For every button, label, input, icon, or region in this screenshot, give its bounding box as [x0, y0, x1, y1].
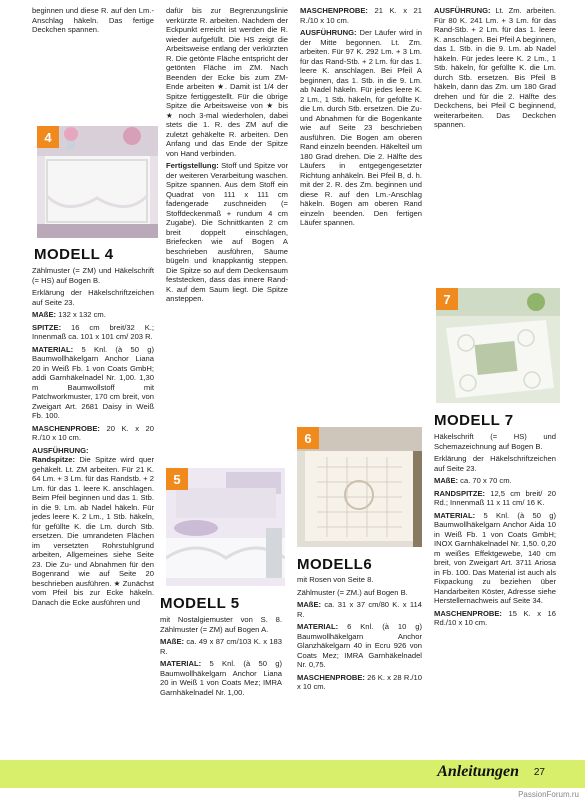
modell-7-heading: MODELL 7: [434, 412, 514, 429]
m7-masse-label: MAßE:: [434, 476, 459, 485]
column-2: [166, 6, 288, 307]
modell-4-text: [32, 266, 154, 610]
m4-probe: 20 K. x 20 R./10 x 10 cm.: [32, 423, 154, 442]
column-3: [300, 6, 422, 231]
m7-p2: Erklärung der Häkelschriftzeichen auf Seite 23.: [434, 454, 556, 473]
modell-6-text: [297, 575, 422, 695]
photo-modell-6: [297, 427, 422, 547]
m6-p1: mit Rosen von Seite 8.: [297, 575, 374, 584]
m4-material-label: MATERIAL:: [32, 344, 74, 354]
col1-intro: beginnen und diese R. auf den Lm.-Anschlag häkeln. Das fertige Deckchen spannen.: [32, 6, 154, 34]
m5-material-label: MATERIAL:: [160, 659, 202, 668]
c3-probe: 21 K. x 21 R./10 x 10 cm.: [300, 6, 422, 25]
c4-ausf: Lt. Zm. arbeiten. Für 80 K. 241 Lm. + 3 Lm. für das Rand-Stb. + 2 Lm. für das 1. leere K. anschlagen. Bei Pfeil A beginnen, das 1. Stb. in die 9. Lm. ab Nadel häkeln. Für jedes leere K. 2 Lm., 1 Stb. häkeln, für gefüllte K. die Lm. durch Stb. ersetzen. Bis Pfeil B häkeln, dann das Zm. um 180 Grad drehen und für die 2. Hälfte des Deckchens, bei Pfeil C beginnend, weiterarbeiten. Das Deckchen spannen.: [434, 6, 557, 129]
c3-ausf-label: AUSFÜHRUNG:: [300, 28, 357, 37]
m4-material: 5 Knl. (à 50 g) Baumwollhäkelgarn Anchor Liana 20 in Weiß Fb. 1 von Coats GmbH; addi Garnhäkelnadel Nr. 1,00. 1,30 m Baumwollstoff mit Patchworkmuster, 170 cm breit, von Zweigart Art. 2681 Daisy in Weiß Fb. 100.: [32, 344, 154, 420]
watermark: PassionForum.ru: [518, 790, 579, 799]
footer-title: Anleitungen: [437, 763, 519, 780]
col2-p1: dafür bis zur Begrenzungslinie verkürzte R. arbeiten. Nachdem der Eckpunkt erreicht ist werden die R. wieder aufgefüllt. Die HS zeigt die Arbeitsweise entlang der verkürzten R. Die getönte Fläche entspricht der getönten Fläche im ZM. Nach Beenden der Ecke bis zum ZM-Ende arbeiten ★. Damit ist 1/4 der Spitze fertiggestellt. Für die übrige Spitze die Arbeitsweise von ★ bis ★ noch 3-mal wiederholen, dabei stets die 1. R. des ZM auf die zuletzt gehäkelte R. arbeiten. Den Anfang und das Ende der Spitze von Hand verbinden.: [166, 6, 288, 158]
c4-ausf-label: AUSFÜHRUNG:: [434, 6, 491, 15]
m4-rand-label: Randspitze:: [32, 455, 76, 464]
m7-masse: ca. 70 x 70 cm.: [460, 476, 512, 485]
photo-modell-4: [37, 126, 158, 238]
m4-masse-label: MAßE:: [32, 310, 57, 319]
column-1: [32, 6, 154, 38]
photo-modell-7: [436, 288, 560, 403]
page-number: 27: [533, 767, 545, 778]
m6-masse-label: MAßE:: [297, 600, 322, 609]
photo-modell-5: [166, 468, 285, 586]
m4-rand: Die Spitze wird quer gehäkelt. Lt. ZM arbeiten. Für 21 K. 64 Lm. + 3 Lm. für das Randstb. + 2 Lm. für das 1. leere K. anschlagen. Beim Pfeil beginnen und das 1. Stb. in die 9. Lm. ab Nadel häkeln. Für jedes leere K. 2 Lm., 1 Stb. häkeln, für gefüllte K. die Lm. durch Stb. ersetzen. Die umrandeten Flächen im versetzten Rohrstuhlgrund arbeiten, Allgemeines siehe Seite 23. Die Zu- und Abnahmen für den Bogenrand wie auf Seite 20 beschrieben ausführen. ★ Zunächst vom Pfeil bis zur Ecke häkeln. Danach die Ecke ausführen und: [32, 455, 154, 607]
m6-p2: Zählmuster (= ZM.) auf Bogen B.: [297, 587, 408, 597]
photo-number-7: 7: [436, 288, 458, 310]
m6-probe: 26 K. x 28 R./10 x 10 cm.: [297, 672, 422, 691]
m4-p1: Zählmuster (= ZM) und Häkelschrift (= HS) auf Bogen B.: [32, 266, 154, 285]
m4-spitze: 16 cm breit/32 K.; Innenmaß ca. 101 x 101 cm/ 203 R.: [32, 322, 154, 341]
m7-probe: 15 K. x 16 Rd./10 x 10 cm.: [434, 608, 556, 627]
m4-masse: 132 x 132 cm.: [58, 310, 106, 319]
m4-ausf-label: AUSFÜHRUNG:: [32, 445, 89, 455]
m7-probe-label: MASCHENPROBE:: [434, 608, 502, 618]
m7-material-label: MATERIAL:: [434, 510, 476, 520]
modell-7-text: [434, 432, 556, 631]
modell-4-heading: MODELL 4: [34, 246, 114, 263]
m5-masse: ca. 49 x 87 cm/103 K. x 183 R.: [160, 637, 282, 656]
m5-masse-label: MAßE:: [160, 637, 185, 646]
c3-probe-label: MASCHENPROBE:: [300, 6, 368, 15]
modell-5-text: [160, 615, 282, 700]
modell-5-heading: MODELL 5: [160, 595, 240, 612]
modell-6-heading: MODELL6: [297, 556, 373, 573]
photo-number-4: 4: [37, 126, 59, 148]
m4-p2: Erklärung der Häkelschriftzeichen auf Seite 23.: [32, 288, 154, 307]
m7-material: 5 Knl. (à 50 g) Baumwollhäkelgarn Anchor Aida 10 in Weiß Fb. 1 von Coats GmbH; INOX Garnhäkelnadel Nr. 1,50. 0,20 m weißes Effektgewebe, 140 cm breit, von Zweigart Art. 3711 Ariosa in Fb. 100. Das Material ist auch als Fixpackung zu beziehen über Handarbeiten Köster, Adresse siehe Herstellernachweis auf Seite 34.: [434, 510, 556, 605]
m5-material: 5 Knl. (à 50 g) Baumwollhäkelgarn Anchor Liana 20 in Weiß 1 von Coats Mez; IMRA Garnhäkelnadel Nr. 1,00.: [160, 659, 282, 697]
fert-text: Stoff und Spitze vor der weiteren Verarbeitung waschen. Spitze spannen. Aus dem Stoff ein Quadrat von 111 x 111 cm fadengerade zuschneiden (= Stoffdeckenmaß + rundum 4 cm Zugabe). Die Schnittkanten 2 cm breit doppelt einschlagen, Briefecken wie auf Bogen A beschrieben ausführen, Säume bügeln und knappkantig steppen. Die Spitze so auf dem Deckensaum feststecken, dass das innere Rand-K. auf dem Saum liegt. Die Spitze ansteppen.: [166, 161, 288, 303]
column-4: [434, 6, 556, 133]
m6-material-label: MATERIAL:: [297, 622, 339, 631]
photo-number-6: 6: [297, 427, 319, 449]
m7-p1: Häkelschrift (= HS) und Schemazeichnung auf Bogen B.: [434, 432, 556, 451]
photo-number-5: 5: [166, 468, 188, 490]
m4-spitze-label: SPITZE:: [32, 322, 62, 332]
m6-probe-label: MASCHENPROBE:: [297, 672, 365, 682]
m7-rand: 12,5 cm breit/ 20 Rd.; Innenmaß 11 x 11 cm/ 16 K.: [434, 488, 556, 507]
c3-ausf: Der Läufer wird in der Mitte begonnen. Lt. Zm. arbeiten. Für 97 K. 292 Lm. + 3 Lm. für das Rand-Stb. + 2 Lm. für das 1. leere K. anschlagen. Bei Pfeil A beginnen, das 1. Stb. in die 9. Lm. ab Nadel häkeln. Für jedes leere K. 2 Lm., 1 Stb. häkeln, für gefüllte K. die Lm. durch Stb. ersetzen. Die Zu- und Abnahmen für die Bogenkante wie auf Seite 23 beschrieben ausführen. Die Bogen am oberen Rand einzeln beenden. Häkelteil um 180 Grad drehen. Die 2. Hälfte des Läufers in entgegengesetzter Richtung anhäkeln. Bei Pfeil B, d. h. mit der 2. R. des Zm. beginnen und diese R. auf den Lm.-Anschlag häkeln. Bogen am oberen Rand einzeln beenden. Den fertigen Läufer spannen.: [300, 28, 423, 227]
m7-rand-label: RANDSPITZE:: [434, 488, 486, 498]
fert-label: Fertigstellung:: [166, 161, 219, 170]
footer-bar: [0, 760, 585, 788]
m4-probe-label: MASCHENPROBE:: [32, 423, 100, 433]
m6-masse: ca. 31 x 37 cm/80 K. x 114 R.: [297, 600, 422, 619]
m5-p1: mit Nostalgiemuster von S. 8. Zählmuster (= ZM) auf Bogen A.: [160, 615, 282, 634]
m6-material: 6 Knl. (à 10 g) Baumwollhäkelgarn Anchor Glanzhäkelgarn 40 in Ecru 926 von Coats Mez; IMRA Garnhäkelnadel Nr. 0,75.: [297, 622, 422, 669]
